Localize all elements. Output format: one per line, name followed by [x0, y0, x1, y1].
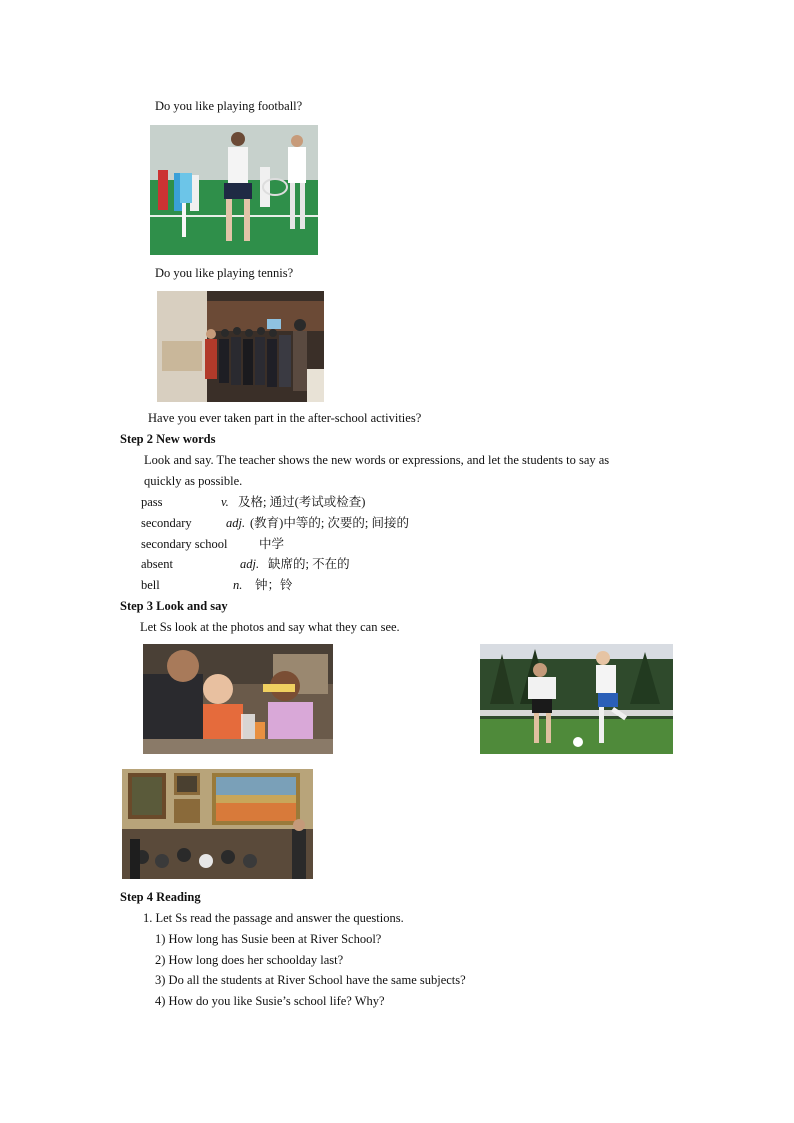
- art-gallery-photo: [122, 769, 313, 879]
- pos-pass: v.: [221, 495, 229, 509]
- word-secondary-school: secondary school: [141, 537, 228, 551]
- museum-visit-photo: [157, 291, 324, 402]
- word-secondary: secondary: [141, 516, 192, 530]
- step2-intro-line2: quickly as possible.: [144, 474, 243, 488]
- meaning-secondary: (教育)中等的; 次要的; 间接的: [250, 516, 410, 530]
- reading-question-4: 4) How do you like Susie’s school life? Why?: [155, 994, 385, 1008]
- tennis-players-photo: [150, 125, 318, 255]
- meaning-secondary-school: 中学: [259, 537, 285, 551]
- step2-intro-line1: Look and say. The teacher shows the new words or expressions, and let the students to say as: [144, 453, 610, 467]
- step4-heading: Step 4 Reading: [120, 890, 201, 904]
- word-bell: bell: [141, 578, 160, 592]
- reading-question-1: 1) How long has Susie been at River School?: [155, 932, 382, 946]
- step3-heading: Step 3 Look and say: [120, 599, 228, 613]
- science-class-photo: [143, 644, 333, 754]
- pos-absent: adj.: [240, 557, 260, 571]
- word-pass: pass: [141, 495, 163, 509]
- football-match-photo: [480, 644, 673, 754]
- meaning-absent: 缺席的; 不在的: [268, 557, 350, 571]
- reading-question-2: 2) How long does her schoolday last?: [155, 953, 344, 967]
- question-football: Do you like playing football?: [155, 99, 303, 113]
- meaning-pass: 及格; 通过(考试或检查): [238, 495, 366, 509]
- question-tennis: Do you like playing tennis?: [155, 266, 294, 280]
- step3-instruction: Let Ss look at the photos and say what they can see.: [140, 620, 400, 634]
- question-activities: Have you ever taken part in the after-school activities?: [148, 411, 422, 425]
- step2-heading: Step 2 New words: [120, 432, 216, 446]
- pos-bell: n.: [233, 578, 243, 592]
- pos-secondary: adj.: [226, 516, 246, 530]
- word-absent: absent: [141, 557, 173, 571]
- reading-question-3: 3) Do all the students at River School have the same subjects?: [155, 973, 466, 987]
- step4-task: 1. Let Ss read the passage and answer the questions.: [143, 911, 404, 925]
- meaning-bell: 钟；铃: [255, 578, 293, 592]
